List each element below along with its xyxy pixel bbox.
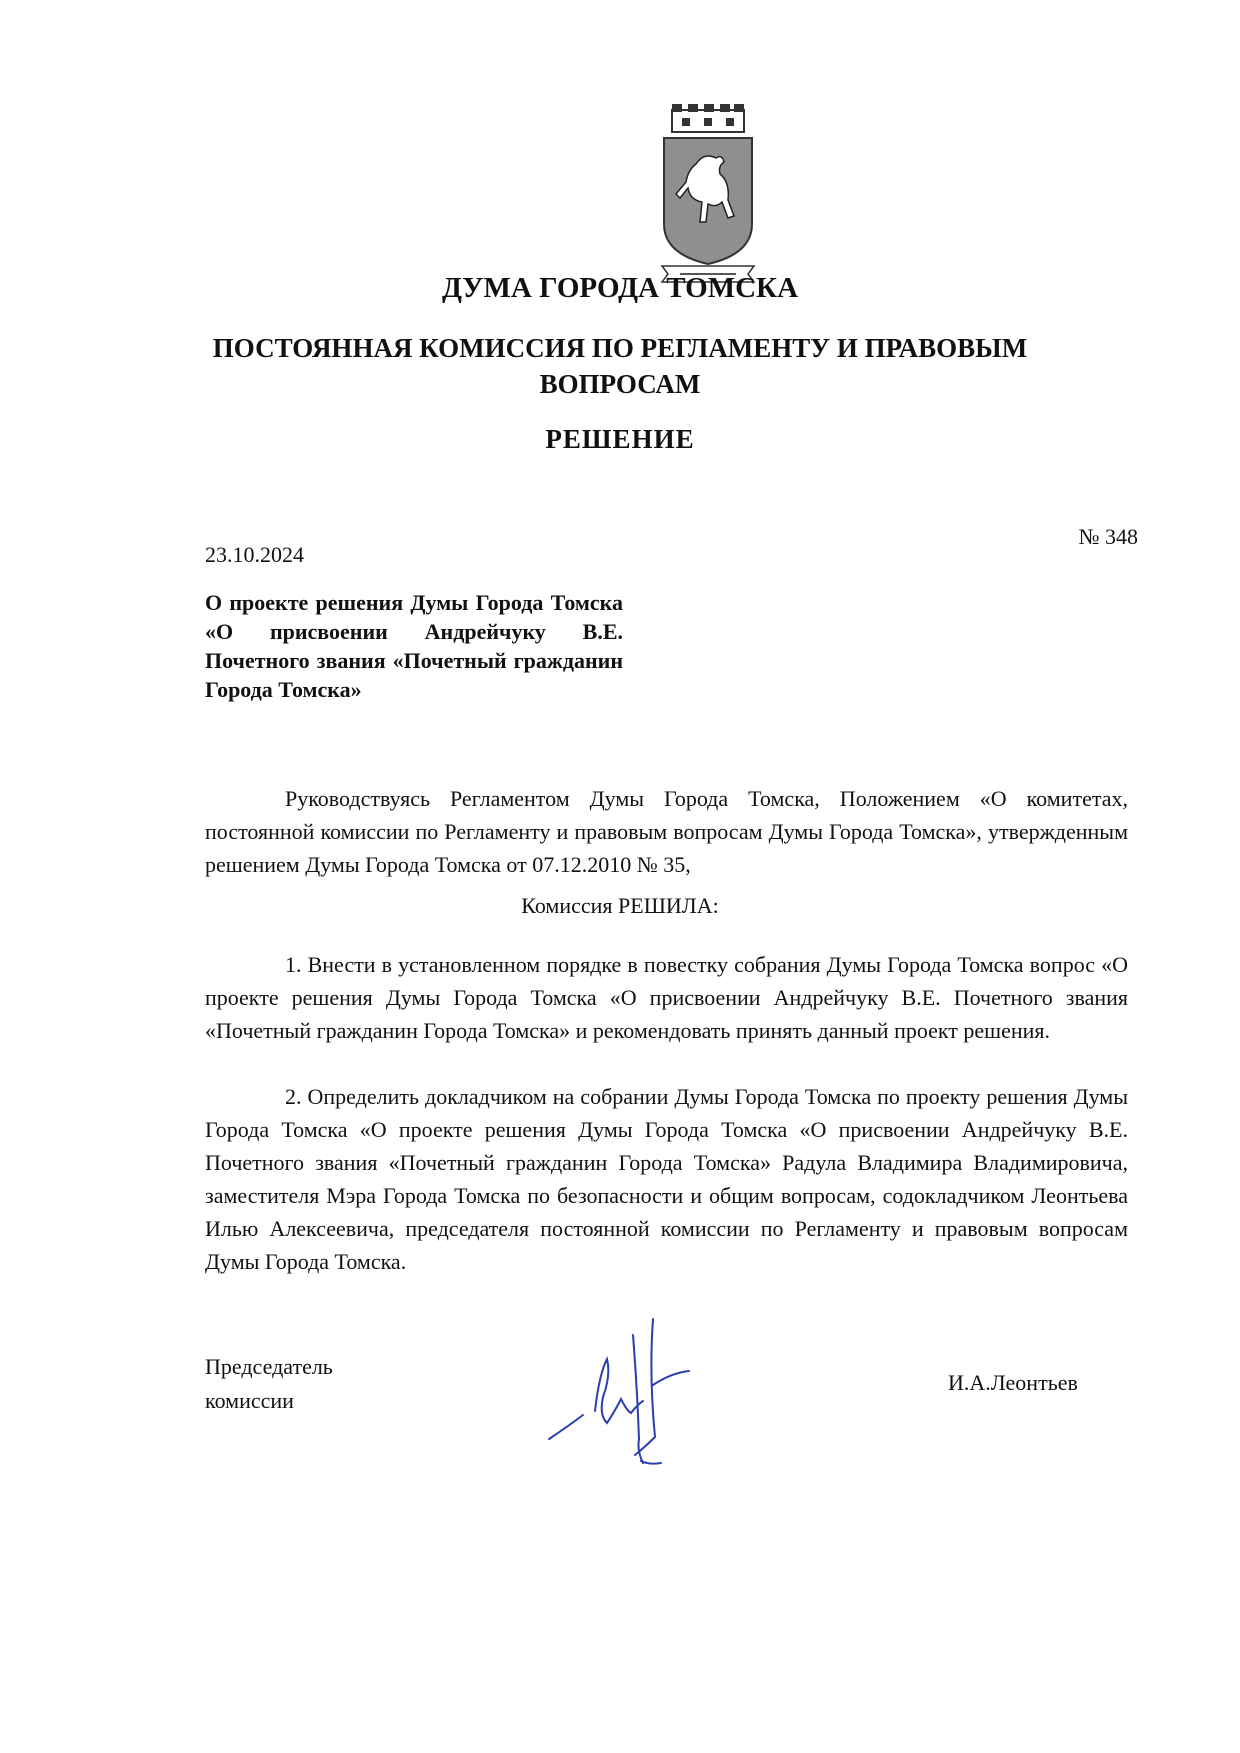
commission-title [0,330,1240,402]
handwritten-signature [545,1315,765,1470]
preamble-paragraph: Руководствуясь Регламентом Думы Города Томска, Положением «О комитетах, постоянной комиссии по Регламенту и правовым вопросам Думы Города Томска», утвержденным решением Думы Города Томска от 07.12.2010 № 35, [205,786,1128,877]
document-subject: О проекте решения Думы Города Томска «О присвоении Андрейчуку В.Е. Почетного звания «Почетный гражданин Города Томска» [205,590,623,702]
resolved-heading: Комиссия РЕШИЛА: [521,893,719,918]
document-type: РЕШЕНИЕ [545,424,695,454]
organization-title: ДУМА ГОРОДА ТОМСКА [441,272,799,304]
signatory-position [205,1350,333,1418]
commission-title-line-1: ПОСТОЯННАЯ КОМИССИЯ ПО РЕГЛАМЕНТУ И ПРАВОВЫМ [212,333,1028,363]
signatory-name: И.А.Леонтьев [948,1370,1078,1395]
document-date: 23.10.2024 [205,542,304,567]
commission-title-line-2: ВОПРОСАМ [539,369,701,399]
coat-of-arms-icon [658,104,758,284]
document-number: № 348 [1078,524,1138,549]
signatory-position-line-1: Председатель [205,1354,333,1379]
signatory-position-line-2: комиссии [205,1388,294,1413]
resolution-item-2: 2. Определить докладчиком на собрании Думы Города Томска по проекту решения Думы Города Томска «О проекте решения Думы Города Томска «О присвоении Андрейчуку В.Е. Почетного звания «Почетный гражданин Города Томска» Радула Владимира Владимировича, заместителя Мэра Города Томска по безопасности и общим вопросам, содокладчиком Леонтьева Илью Алексеевича, председателя постоянной комиссии по Регламенту и правовым вопросам Думы Города Томска. [205,1084,1128,1274]
resolution-item-1: 1. Внести в установленном порядке в повестку собрания Думы Города Томска вопрос «О проекте решения Думы Города Томска «О присвоении Андрейчуку В.Е. Почетного звания «Почетный гражданин Города Томска» и рекомендовать принять данный проект решения. [205,952,1128,1043]
